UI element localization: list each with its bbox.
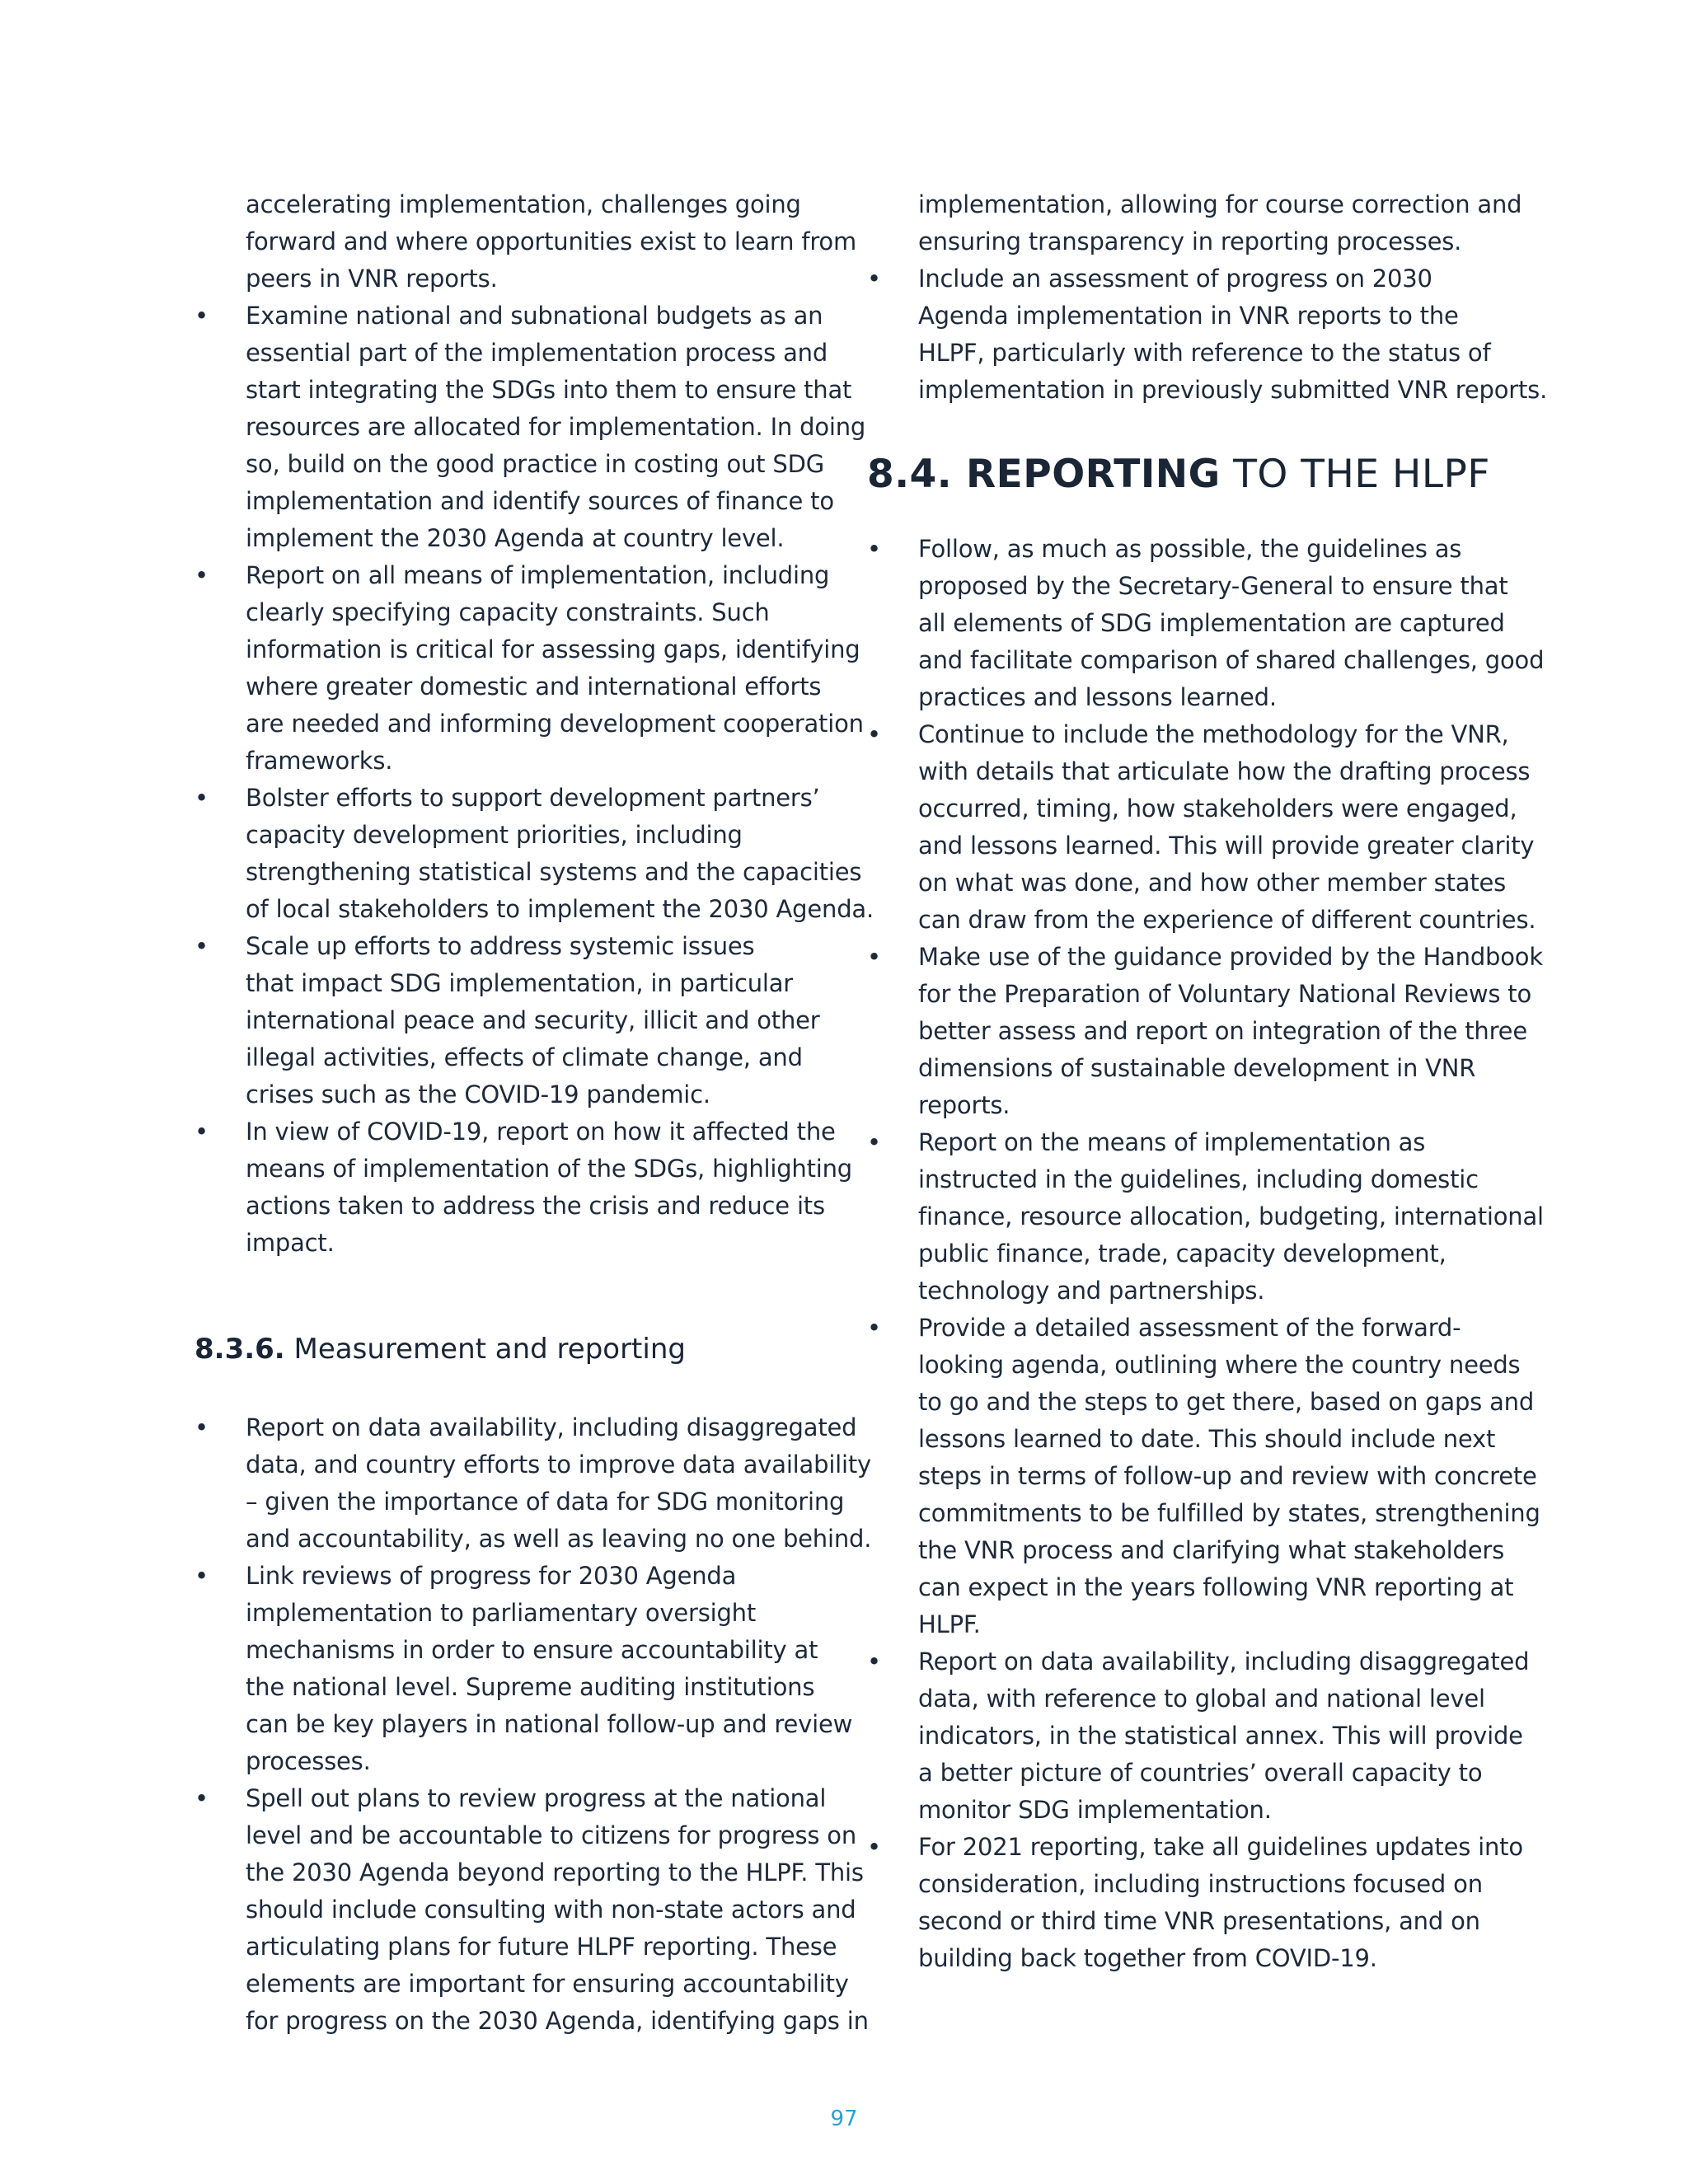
list-item [867, 531, 1545, 716]
text-line: implementation and identify sources of finance to [246, 487, 834, 515]
text-line: strengthening statistical systems and the capacities [246, 858, 862, 886]
text-line: where greater domestic and international efforts [246, 673, 822, 701]
text-line: mechanisms in order to ensure accountability at [246, 1636, 818, 1664]
text-line: all elements of SDG implementation are captured [918, 609, 1505, 637]
list-item [195, 1780, 869, 2040]
text-line: Report on data availability, including disaggregated [246, 1413, 857, 1441]
text-line: and lessons learned. This will provide greater clarity [918, 832, 1535, 860]
bullet-list [195, 1409, 872, 2040]
text-line: Scale up efforts to address systemic issues [246, 932, 755, 960]
text-line: a better picture of countries’ overall capacity to [918, 1759, 1483, 1787]
text-line: building back together from COVID-19. [918, 1944, 1377, 1972]
text-line: – given the importance of data for SDG monitoring [246, 1488, 845, 1516]
text-line: can expect in the years following VNR reporting at [918, 1573, 1514, 1601]
bullet-icon: • [195, 1118, 209, 1146]
text-line: implementation in previously submitted VNR reports. [918, 376, 1548, 404]
text-line: technology and partnerships. [918, 1277, 1265, 1305]
text-line: impact. [246, 1229, 335, 1257]
bullet-icon: • [867, 943, 882, 971]
text-line: start integrating the SDGs into them to ensure that [246, 376, 852, 404]
text-line: are needed and informing development cooperation [246, 710, 864, 738]
text-line: Agenda implementation in VNR reports to the [918, 302, 1459, 330]
text-line: of local stakeholders to implement the 2030 Agenda. [246, 895, 874, 923]
text-line: processes. [246, 1747, 371, 1775]
text-line: can be key players in national follow-up and review [246, 1710, 853, 1738]
text-line: Examine national and subnational budgets as an [246, 302, 823, 330]
text-line: articulating plans for future HLPF reporting. These [246, 1933, 837, 1961]
text-line: data, and country efforts to improve data availability [246, 1451, 872, 1479]
text-line: for progress on the 2030 Agenda, identifying gaps in [246, 2007, 869, 2035]
text-line: occurred, timing, how stakeholders were engaged, [918, 794, 1517, 823]
text-line: lessons learned to date. This should include next [918, 1425, 1496, 1453]
text-line: Follow, as much as possible, the guidelines as [918, 535, 1462, 563]
text-line: dimensions of sustainable development in VNR [918, 1054, 1476, 1082]
text-line: to go and the steps to get there, based on gaps and [918, 1388, 1535, 1416]
list-item [867, 716, 1536, 939]
list-item [867, 1643, 1530, 1829]
list-item [867, 1124, 1544, 1310]
bullet-list [867, 260, 1548, 409]
text-line: information is critical for assessing gaps, identifying [246, 635, 860, 663]
bullet-icon: • [867, 1128, 882, 1156]
left-column [195, 186, 874, 2040]
heading-title: TO THE HLPF [1220, 452, 1490, 497]
text-line: Spell out plans to review progress at the national [246, 1784, 827, 1812]
right-intro [867, 186, 1522, 260]
list-item [867, 939, 1543, 1124]
text-line: steps in terms of follow-up and review with concrete [918, 1462, 1537, 1490]
text-line: with details that articulate how the drafting process [918, 757, 1531, 785]
bullet-icon: • [195, 1562, 209, 1590]
text-line: clearly specifying capacity constraints. Such [246, 598, 770, 626]
list-item [195, 1409, 872, 1558]
bullet-icon: • [195, 302, 209, 330]
text-line: the national level. Supreme auditing institutions [246, 1673, 815, 1701]
bullet-icon: • [195, 784, 209, 812]
bullet-icon: • [867, 1314, 882, 1342]
heading-number: 8.4. REPORTING [867, 452, 1221, 497]
text-line: forward and where opportunities exist to learn from [246, 227, 857, 255]
text-line: implementation to parliamentary oversight [246, 1599, 757, 1627]
text-line: Provide a detailed assessment of the forward- [918, 1314, 1461, 1342]
list-item [195, 1558, 853, 1780]
text-line: for the Preparation of Voluntary National Reviews to [918, 980, 1531, 1008]
list-item [195, 928, 829, 1113]
text-line: practices and lessons learned. [918, 683, 1277, 711]
text-line: better assess and report on integration of the three [918, 1017, 1527, 1045]
text-line: Bolster efforts to support development partners’ [246, 784, 820, 812]
right-column [867, 186, 1548, 1977]
bullet-icon: • [195, 1413, 209, 1441]
text-line: illegal activities, effects of climate change, and [246, 1043, 803, 1071]
text-line: the 2030 Agenda beyond reporting to the HLPF. This [246, 1858, 864, 1886]
text-line: finance, resource allocation, budgeting, international [918, 1202, 1544, 1230]
list-item [195, 557, 864, 780]
text-line: Link reviews of progress for 2030 Agenda [246, 1562, 737, 1590]
page-number: 97 [830, 2107, 858, 2131]
text-line: level and be accountable to citizens for progress on [246, 1821, 857, 1849]
bullet-list [195, 298, 874, 1262]
text-line: accelerating implementation, challenges going [246, 190, 801, 218]
text-line: public finance, trade, capacity development, [918, 1240, 1447, 1268]
bullet-icon: • [195, 561, 209, 589]
subheading-title: Measurement and reporting [293, 1333, 686, 1366]
text-line: international peace and security, illicit and other [246, 1006, 820, 1034]
bullet-icon: • [195, 1784, 209, 1812]
list-item [867, 260, 1548, 409]
text-line: data, with reference to global and national level [918, 1685, 1485, 1713]
text-line: Continue to include the methodology for the VNR, [918, 720, 1509, 748]
text-line: frameworks. [246, 747, 393, 775]
text-line: monitor SDG implementation. [918, 1796, 1272, 1824]
list-item [195, 780, 874, 928]
section-heading [867, 450, 1502, 499]
bullet-list [867, 531, 1545, 1977]
list-item [195, 298, 866, 557]
text-line: indicators, in the statistical annex. This will provide [918, 1722, 1523, 1750]
text-line: Include an assessment of progress on 2030 [918, 265, 1432, 293]
text-line: should include consulting with non-state actors and [246, 1896, 856, 1924]
text-line: and facilitate comparison of shared challenges, good [918, 646, 1545, 674]
text-line: the VNR process and clarifying what stakeholders [918, 1536, 1504, 1564]
text-line: essential part of the implementation process and [246, 339, 828, 367]
text-line: ensuring transparency in reporting processes. [918, 227, 1462, 255]
text-line: Make use of the guidance provided by the Handbook [918, 943, 1543, 971]
text-line: implement the 2030 Agenda at country level. [246, 524, 785, 552]
bullet-icon: • [867, 1647, 882, 1675]
bullet-icon: • [867, 720, 882, 748]
text-line: commitments to be fulfilled by states, strengthening [918, 1499, 1540, 1527]
text-line: second or third time VNR presentations, and on [918, 1907, 1480, 1935]
list-item [195, 1113, 853, 1262]
text-line: Report on the means of implementation as [918, 1128, 1426, 1156]
text-line: elements are important for ensuring accountability [246, 1970, 849, 1998]
bullet-icon: • [867, 535, 882, 563]
bullet-icon: • [867, 265, 882, 293]
text-line: resources are allocated for implementation. In doing [246, 413, 866, 441]
text-line: peers in VNR reports. [246, 265, 498, 293]
left-intro [195, 186, 857, 298]
text-line: means of implementation of the SDGs, highlighting [246, 1155, 853, 1183]
subheading-number: 8.3.6. [195, 1333, 285, 1366]
text-line: on what was done, and how other member states [918, 869, 1507, 897]
list-item [867, 1310, 1540, 1643]
text-line: Report on all means of implementation, including [246, 561, 830, 589]
section-subheading [195, 1331, 829, 1368]
text-line: so, build on the good practice in costing out SDG [246, 450, 824, 478]
text-line: instructed in the guidelines, including domestic [918, 1165, 1479, 1193]
text-line: capacity development priorities, including [246, 821, 743, 849]
text-line: HLPF, particularly with reference to the status of [918, 339, 1491, 367]
text-line: and accountability, as well as leaving no one behind. [246, 1525, 872, 1553]
text-line: that impact SDG implementation, in particular [246, 969, 794, 997]
text-line: crises such as the COVID-19 pandemic. [246, 1080, 710, 1108]
text-line: reports. [918, 1091, 1010, 1119]
text-line: For 2021 reporting, take all guidelines updates into [918, 1833, 1523, 1861]
bullet-icon: • [195, 932, 209, 960]
text-line: can draw from the experience of different countries. [918, 906, 1536, 934]
text-line: looking agenda, outlining where the country needs [918, 1351, 1521, 1379]
text-line: actions taken to address the crisis and reduce its [246, 1192, 825, 1220]
text-line: implementation, allowing for course correction and [918, 190, 1522, 218]
text-line: In view of COVID-19, report on how it affected the [246, 1118, 836, 1146]
text-line: consideration, including instructions focused on [918, 1870, 1483, 1898]
text-line: Report on data availability, including disaggregated [918, 1647, 1530, 1675]
text-line: HLPF. [918, 1610, 981, 1638]
text-line: proposed by the Secretary-General to ensure that [918, 572, 1508, 600]
bullet-icon: • [867, 1833, 882, 1861]
list-item [867, 1829, 1523, 1977]
